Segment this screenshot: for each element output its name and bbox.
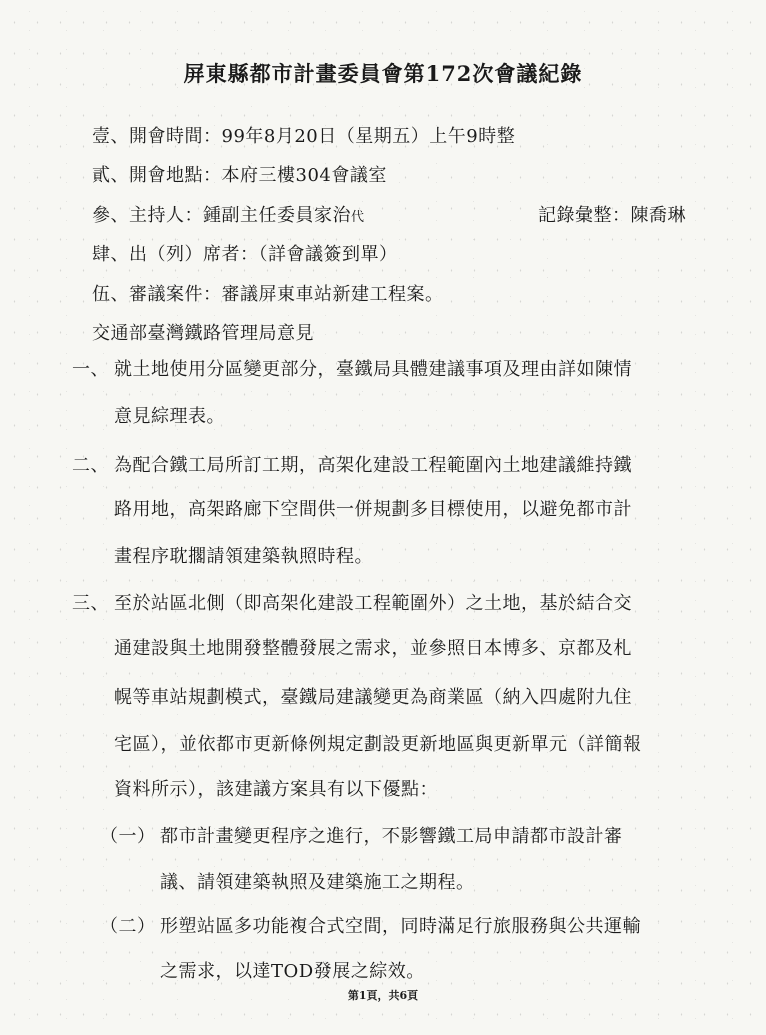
item-line: 為配合鐵工局所訂工期，高架化建設工程範圍內土地建議維持鐵 [114,455,632,476]
item-line: 資料所示），該建議方案具有以下優點： [114,779,438,800]
meta-meeting-time [92,122,515,148]
item-line: 畫程序耽擱請領建築執照時程。 [114,546,373,567]
item-number: 二、 [72,455,109,476]
meta-text: 出（列）席者：（詳會議簽到單） [129,244,398,265]
meta-number: 肆、 [92,244,129,265]
meta-suffix: 代 [351,210,365,225]
meta-case [92,280,444,306]
meta-text: 開會時間：99年8月20日（星期五）上午9時整 [129,126,516,147]
item-line: 意見綜理表。 [114,406,225,427]
document-title: 屏東縣都市計畫委員會第172次會議紀錄 [183,61,583,86]
subitem-line: 之需求，以達TOD發展之綜效。 [160,961,425,982]
page-footer: 第1頁，共6頁 [347,989,419,1002]
item-number: 三、 [72,593,109,614]
subitem-number: （二） [100,916,156,937]
item-line: 通建設與土地開發整體發展之需求，並參照日本博多、京都及札 [114,638,632,659]
item-line: 至於站區北側（即高架化建設工程範圍外）之土地，基於結合交 [114,593,632,614]
meta-chair [92,201,365,227]
subitem-line: 都市計畫變更程序之進行，不影響鐵工局申請都市設計審 [160,826,623,847]
meta-attendees [92,240,398,266]
meta-number: 參、 [92,205,129,226]
subitem-line: 議、請領建築執照及建築施工之期程。 [160,872,475,893]
meta-recorder: 記錄彙整：陳喬琳 [538,205,686,226]
meta-meeting-place [92,161,387,187]
meta-text: 開會地點：本府三樓304會議室 [129,165,387,186]
item-line: 就土地使用分區變更部分，臺鐵局具體建議事項及理由詳如陳情 [114,359,632,380]
subitem-line: 形塑站區多功能複合式空間，同時滿足行旅服務與公共運輸 [160,916,641,937]
item-line: 路用地，高架路廊下空間供一併規劃多目標使用，以避免都市計 [114,499,632,520]
item-number: 一、 [72,359,109,380]
item-line: 宅區），並依都市更新條例規定劃設更新地區與更新單元（詳簡報 [114,734,642,755]
meta-number: 壹、 [92,126,129,147]
section-heading: 交通部臺灣鐵路管理局意見 [92,323,314,344]
meta-number: 貳、 [92,165,129,186]
item-line: 幌等車站規劃模式，臺鐵局建議變更為商業區（納入四處附九住 [114,687,632,708]
meta-text: 主持人：鍾副主任委員家治 [129,205,351,226]
subitem-number: （一） [100,826,156,847]
meta-number: 伍、 [92,284,129,305]
meta-text: 審議案件：審議屏東車站新建工程案。 [129,284,444,305]
